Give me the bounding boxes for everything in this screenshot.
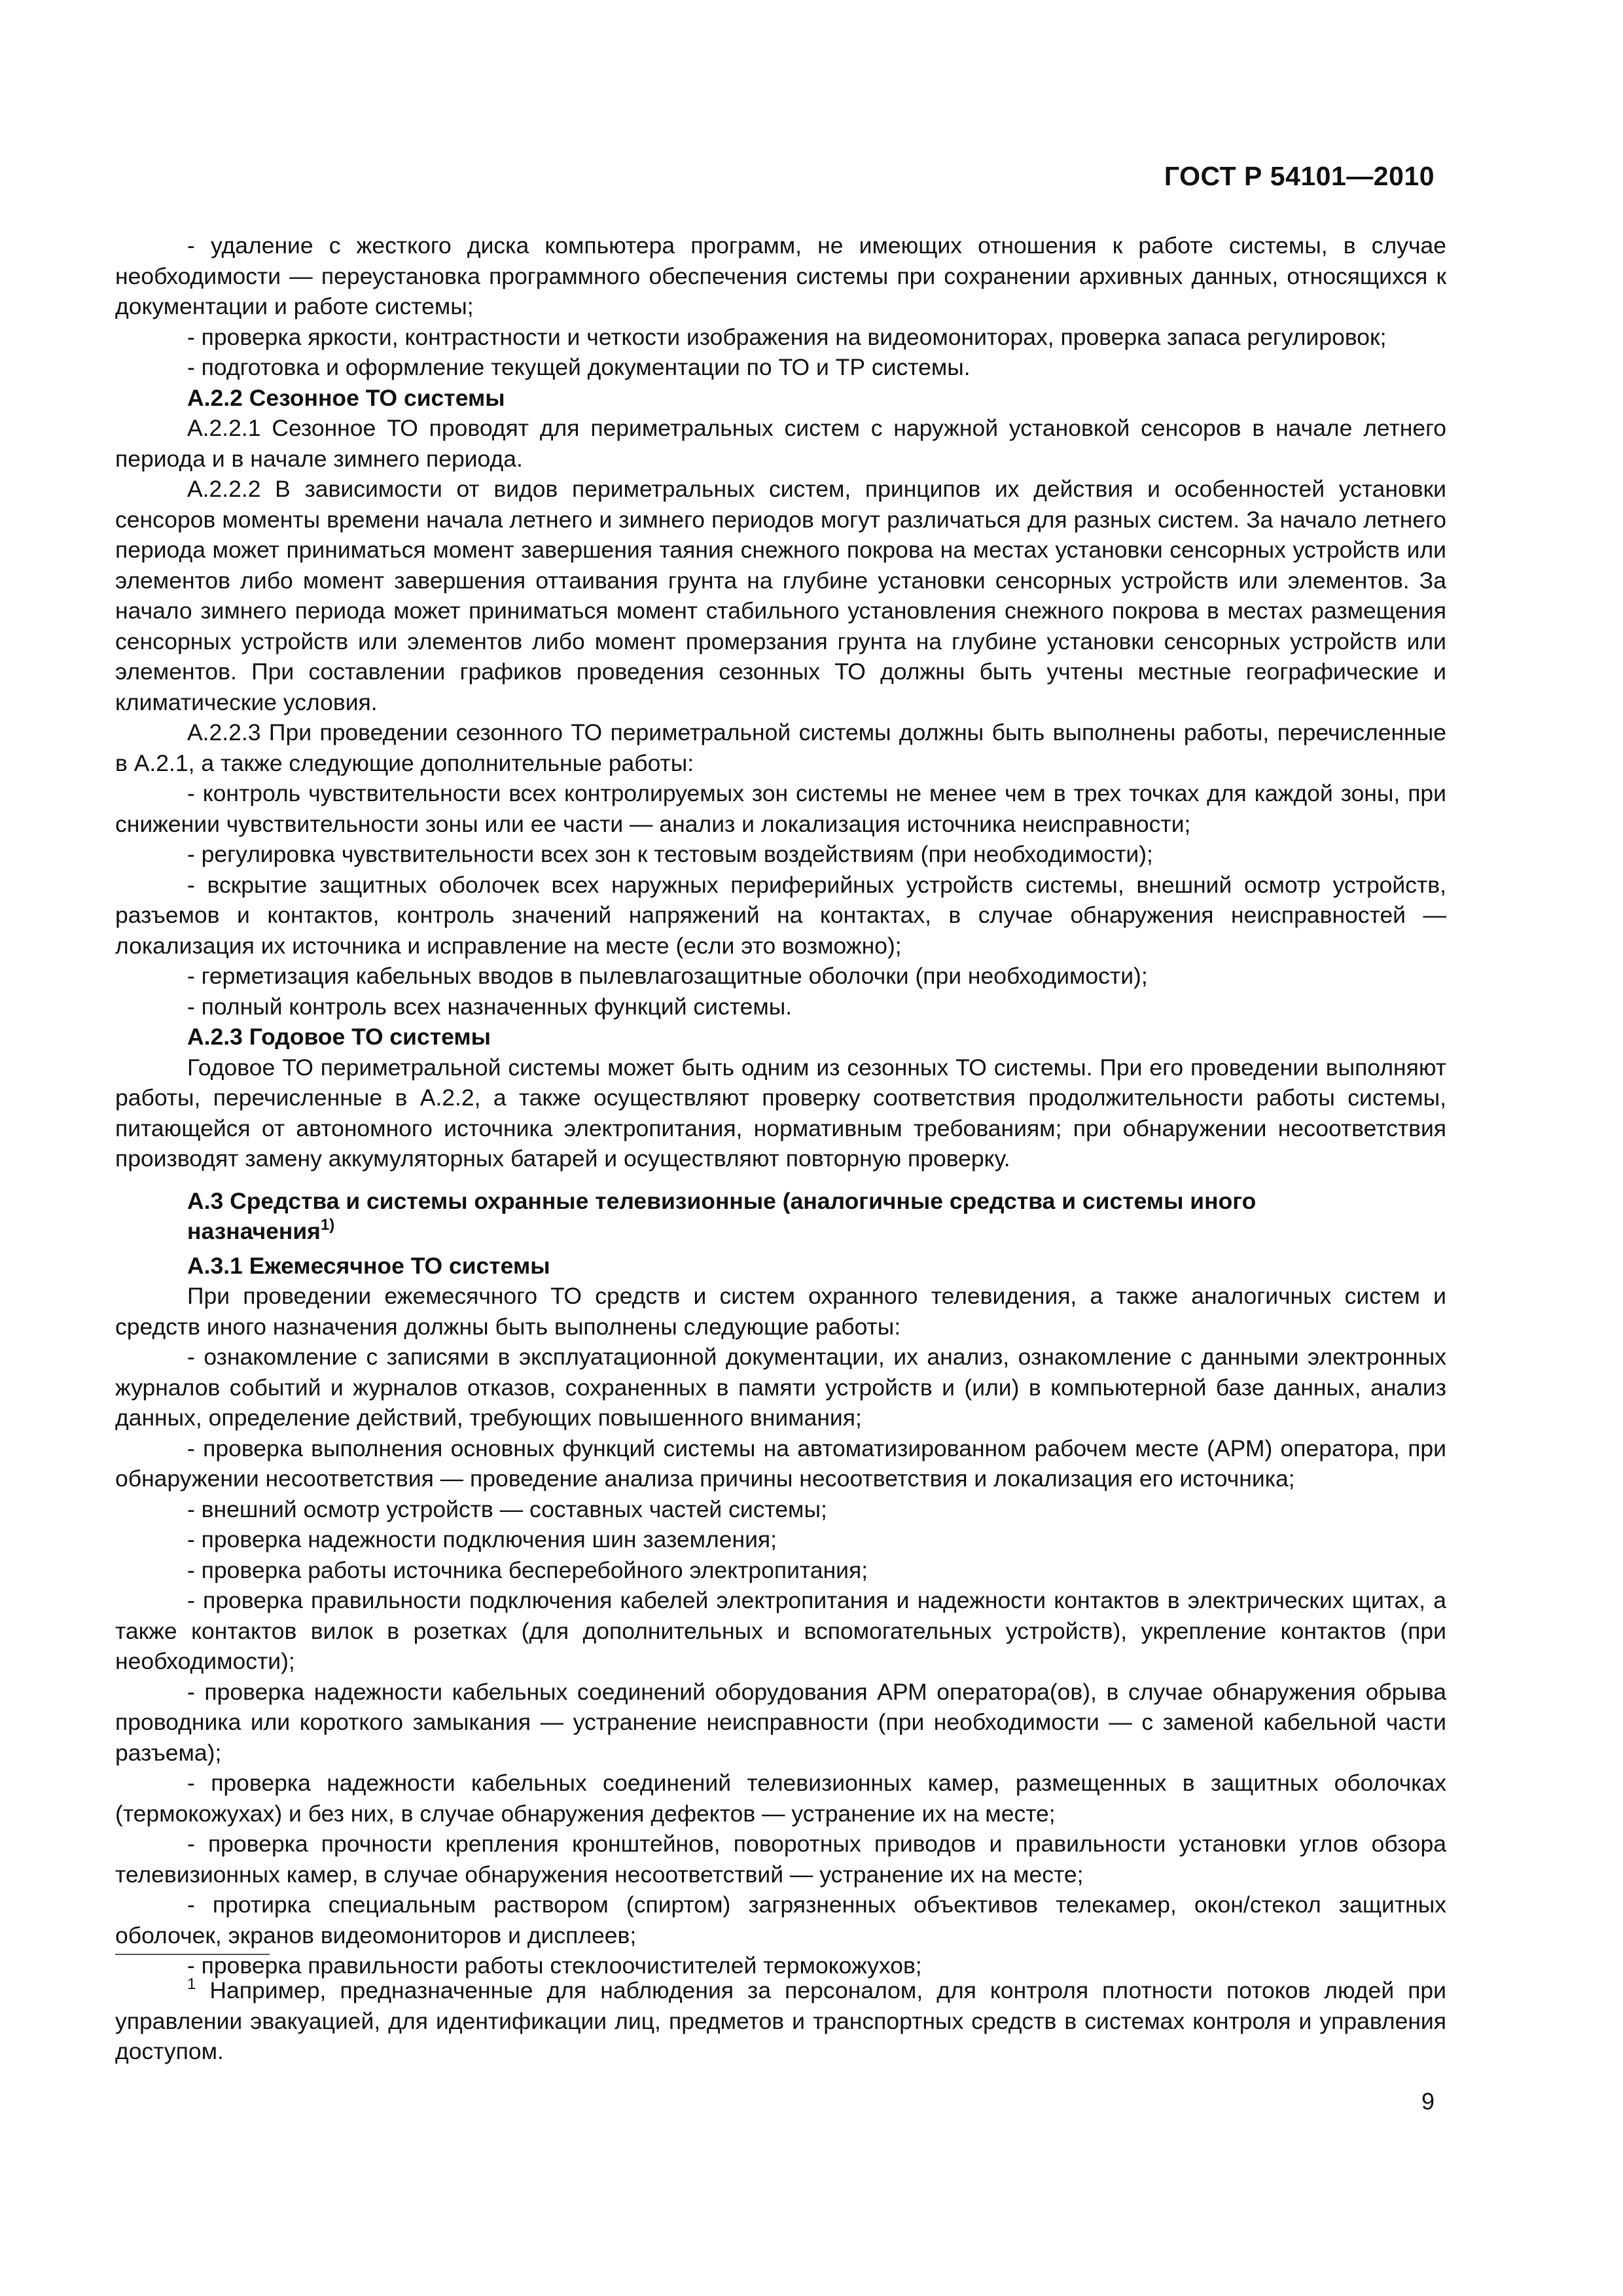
section-heading-a31: А.3.1 Ежемесячное ТО системы — [187, 1252, 550, 1279]
list-item: - внешний осмотр устройств — составных частей системы; — [187, 1496, 827, 1522]
section-heading-a3-line1: А.3 Средства и системы охранные телевизионные (аналогичные средства и системы иного — [187, 1187, 1257, 1214]
footnote-marker: 1 — [187, 1975, 196, 1993]
document-code: ГОСТ Р 54101—2010 — [1164, 161, 1435, 191]
footnote-text: Например, предназначенные для наблюдения за персоналом, для контроля плотности потоков людей при управлении эвакуацией, для идентификации лиц, предметов и транспортных средств в системах контроля и управления доступом. — [115, 1977, 1446, 2064]
list-item: - вскрытие защитных оболочек всех наружных периферийных устройств системы, внешний осмотр устройств, разъемов и контактов, контроль значений напряжений на контактах, в случае обнаружения неисправностей — локализация их источника и исправление на месте (если это возможно); — [115, 871, 1446, 959]
list-item: - проверка правильности работы стеклоочистителей термокожухов; — [187, 1952, 922, 1979]
list-item: - проверка работы источника бесперебойного электропитания; — [187, 1556, 868, 1583]
paragraph: А.2.2.3 При проведении сезонного ТО периметральной системы должны быть выполнены работы, перечисленные в А.2.1, а также следующие дополнительные работы: — [115, 719, 1446, 776]
page-body — [115, 230, 1446, 1981]
paragraph: А.2.2.2 В зависимости от видов периметральных систем, принципов их действия и особенностей установки сенсоров моменты времени начала летнего и зимнего периодов могут различаться для разных систем. За начало летнего периода может приниматься момент завершения таяния снежного покрова на местах установки сенсорных устройств или элементов либо момент завершения оттаивания грунта на глубине установки сенсорных устройств или элементов. За начало зимнего периода может приниматься момент стабильного установления снежного покрова в местах размещения сенсорных устройств или элементов либо момент промерзания грунта на глубине установки сенсорных устройств или элементов. При составлении графиков проведения сезонных ТО должны быть учтены местные географические и климатические условия. — [115, 476, 1446, 715]
list-item: - проверка яркости, контрастности и четкости изображения на видеомониторах, проверка запаса регулировок; — [187, 323, 1387, 350]
list-item: - проверка надежности кабельных соединений телевизионных камер, размещенных в защитных оболочках (термокожухах) и без них, в случае обнаружения дефектов — устранение их на месте; — [115, 1770, 1446, 1827]
list-item: - проверка надежности подключения шин заземления; — [187, 1526, 777, 1552]
section-heading-a3 — [115, 1186, 1446, 1247]
page-number: 9 — [1421, 2088, 1435, 2115]
list-item: - проверка прочности крепления кронштейнов, поворотных приводов и правильности установки углов обзора телевизионных камер, в случае обнаружения несоответствий — устранение их на месте; — [115, 1831, 1446, 1888]
list-item: - проверка правильности подключения кабелей электропитания и надежности контактов в электрических щитах, а также контактов вилок в розетках (для дополнительных и вспомогательных устройств), укрепление контактов (при необходимости); — [115, 1587, 1446, 1674]
paragraph: А.2.2.1 Сезонное ТО проводят для периметральных систем с наружной установкой сенсоров в начале летнего периода и в начале зимнего периода. — [115, 415, 1446, 472]
section-heading-a23: А.2.3 Годовое ТО системы — [187, 1024, 491, 1050]
list-item: - проверка надежности кабельных соединений оборудования АРМ оператора(ов), в случае обнаружения обрыва проводника или короткого замыкания — устранение неисправности (при необходимости — с заменой кабельной части разъема); — [115, 1678, 1446, 1766]
list-item: - полный контроль всех назначенных функций системы. — [187, 993, 793, 1020]
section-heading-a3-line2: назначения — [187, 1218, 321, 1244]
list-item: - ознакомление с записями в эксплуатационной документации, их анализ, ознакомление с данными электронных журналов событий и журналов отказов, сохраненных в памяти устройств и (или) в компьютерной базе данных, анализ данных, определение действий, требующих повышенного внимания; — [115, 1344, 1446, 1431]
footnote-divider — [115, 1954, 270, 1955]
list-item: - контроль чувствительности всех контролируемых зон системы не менее чем в трех точках для каждой зоны, при снижении чувствительности зоны или ее части — анализ и локализация источника неисправности; — [115, 780, 1446, 837]
list-item: - подготовка и оформление текущей документации по ТО и ТР системы. — [187, 354, 971, 380]
section-heading-a22: А.2.2 Сезонное ТО системы — [187, 384, 505, 411]
list-item: - протирка специальным раствором (спиртом) загрязненных объективов телекамер, окон/стекол защитных оболочек, экранов видеомониторов и дисплеев; — [115, 1892, 1446, 1948]
list-item: - проверка выполнения основных функций системы на автоматизированном рабочем месте (АРМ) оператора, при обнаружении несоответствия — проведение анализа причины несоответствия и локализация его источника; — [115, 1435, 1446, 1492]
list-item: - регулировка чувствительности всех зон к тестовым воздействиям (при необходимости); — [187, 841, 1153, 867]
list-item: - удаление с жесткого диска компьютера программ, не имеющих отношения к работе системы, в случае необходимости — переустановка программного обеспечения системы при сохранении архивных данных, относящихся к документации и работе системы; — [115, 232, 1446, 319]
paragraph: При проведении ежемесячного ТО средств и систем охранного телевидения, а также аналогичных систем и средств иного назначения должны быть выполнены следующие работы: — [115, 1283, 1446, 1340]
list-item: - герметизация кабельных вводов в пылевлагозащитные оболочки (при необходимости); — [187, 963, 1148, 989]
footnote — [115, 1975, 1446, 2067]
paragraph: Годовое ТО периметральной системы может быть одним из сезонных ТО системы. При его проведении выполняют работы, перечисленные в А.2.2, а также осуществляют проверку соответствия продолжительности работы системы, питающейся от автономного источника электропитания, нормативным требованиям; при обнаружении несоответствия производят замену аккумуляторных батарей и осуществляют повторную проверку. — [115, 1054, 1446, 1172]
footnote-reference: 1) — [320, 1216, 335, 1234]
